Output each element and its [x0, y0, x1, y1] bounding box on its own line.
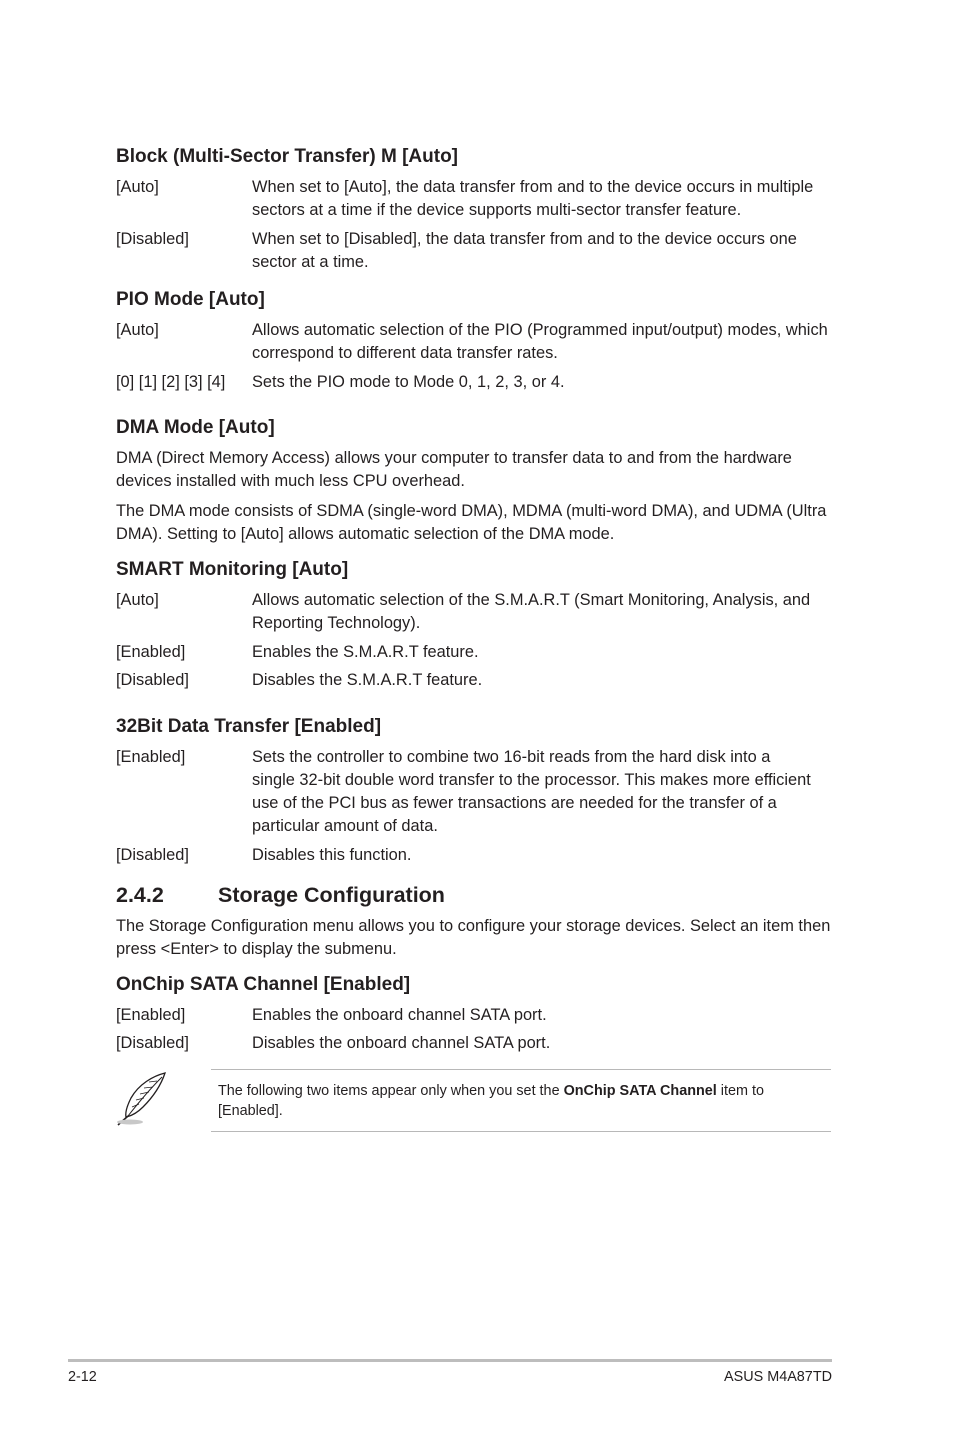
option-description: Enables the S.M.A.R.T feature.	[252, 643, 479, 661]
option-key: [Auto]	[116, 591, 159, 609]
storage-paragraph: The Storage Configuration menu allows you to configure your storage devices. Select an item then press <Enter> to display the submenu.	[116, 917, 831, 958]
section-title-32bit-transfer: 32Bit Data Transfer [Enabled]	[116, 716, 382, 737]
option-description: Disables this function.	[252, 846, 412, 864]
option-description: When set to [Auto], the data transfer from and to the device occurs in multiple sectors at a time if the device supports multi-sector transfer feature.	[252, 178, 814, 219]
option-key: [Disabled]	[116, 230, 189, 248]
footer-divider	[68, 1359, 832, 1362]
option-description: Disables the onboard channel SATA port.	[252, 1034, 551, 1052]
section-title-dma-mode: DMA Mode [Auto]	[116, 417, 275, 438]
note-text-part: item to [Enabled].	[218, 1083, 764, 1119]
section-title-onchip-sata: OnChip SATA Channel [Enabled]	[116, 974, 411, 995]
note-text-bold: OnChip SATA Channel	[563, 1083, 717, 1099]
option-description: Disables the S.M.A.R.T feature.	[252, 671, 483, 689]
note-text	[218, 1081, 808, 1121]
section-heading-text: Storage Configuration	[218, 883, 445, 907]
option-description: Allows automatic selection of the S.M.A.R.T (Smart Monitoring, Analysis, and Reporting Technology).	[252, 591, 811, 632]
note-box	[211, 1069, 831, 1132]
option-description: Enables the onboard channel SATA port.	[252, 1006, 547, 1024]
option-key: [Enabled]	[116, 1006, 186, 1024]
dma-paragraph: The DMA mode consists of SDMA (single-word DMA), MDMA (multi-word DMA), and UDMA (Ultra DMA). Setting to [Auto] allows automatic selection of the DMA mode.	[116, 502, 827, 543]
option-key: [Disabled]	[116, 846, 189, 864]
section-title-block-transfer: Block (Multi-Sector Transfer) M [Auto]	[116, 146, 459, 167]
dma-paragraph: DMA (Direct Memory Access) allows your computer to transfer data to and from the hardware devices installed with much less CPU overhead.	[116, 449, 792, 490]
feather-pen-icon	[113, 1070, 171, 1128]
option-description: When set to [Disabled], the data transfer from and to the device occurs one sector at a time.	[252, 230, 797, 271]
option-description: Allows automatic selection of the PIO (Programmed input/output) modes, which correspond to different data transfer rates.	[252, 321, 828, 362]
footer-product-name: ASUS M4A87TD	[724, 1369, 832, 1385]
option-key: [0] [1] [2] [3] [4]	[116, 373, 226, 391]
option-key: [Auto]	[116, 321, 159, 339]
option-description: Sets the PIO mode to Mode 0, 1, 2, 3, or 4.	[252, 373, 565, 391]
section-title-pio-mode: PIO Mode [Auto]	[116, 289, 265, 310]
option-key: [Enabled]	[116, 643, 186, 661]
option-key: [Auto]	[116, 178, 159, 196]
footer-page-number: 2-12	[68, 1369, 97, 1385]
section-heading-storage-configuration	[116, 882, 445, 908]
option-description: Sets the controller to combine two 16-bit reads from the hard disk into a single 32-bit double word transfer to the processor. This makes more efficient use of the PCI bus as fewer transactions are needed for the transfer of a particular amount of data.	[252, 748, 811, 835]
note-text-part: The following two items appear only when you set the	[218, 1083, 564, 1099]
option-key: [Disabled]	[116, 1034, 189, 1052]
section-title-smart-monitoring: SMART Monitoring [Auto]	[116, 559, 349, 580]
option-key: [Enabled]	[116, 748, 186, 766]
option-key: [Disabled]	[116, 671, 189, 689]
section-number: 2.4.2	[116, 883, 164, 907]
